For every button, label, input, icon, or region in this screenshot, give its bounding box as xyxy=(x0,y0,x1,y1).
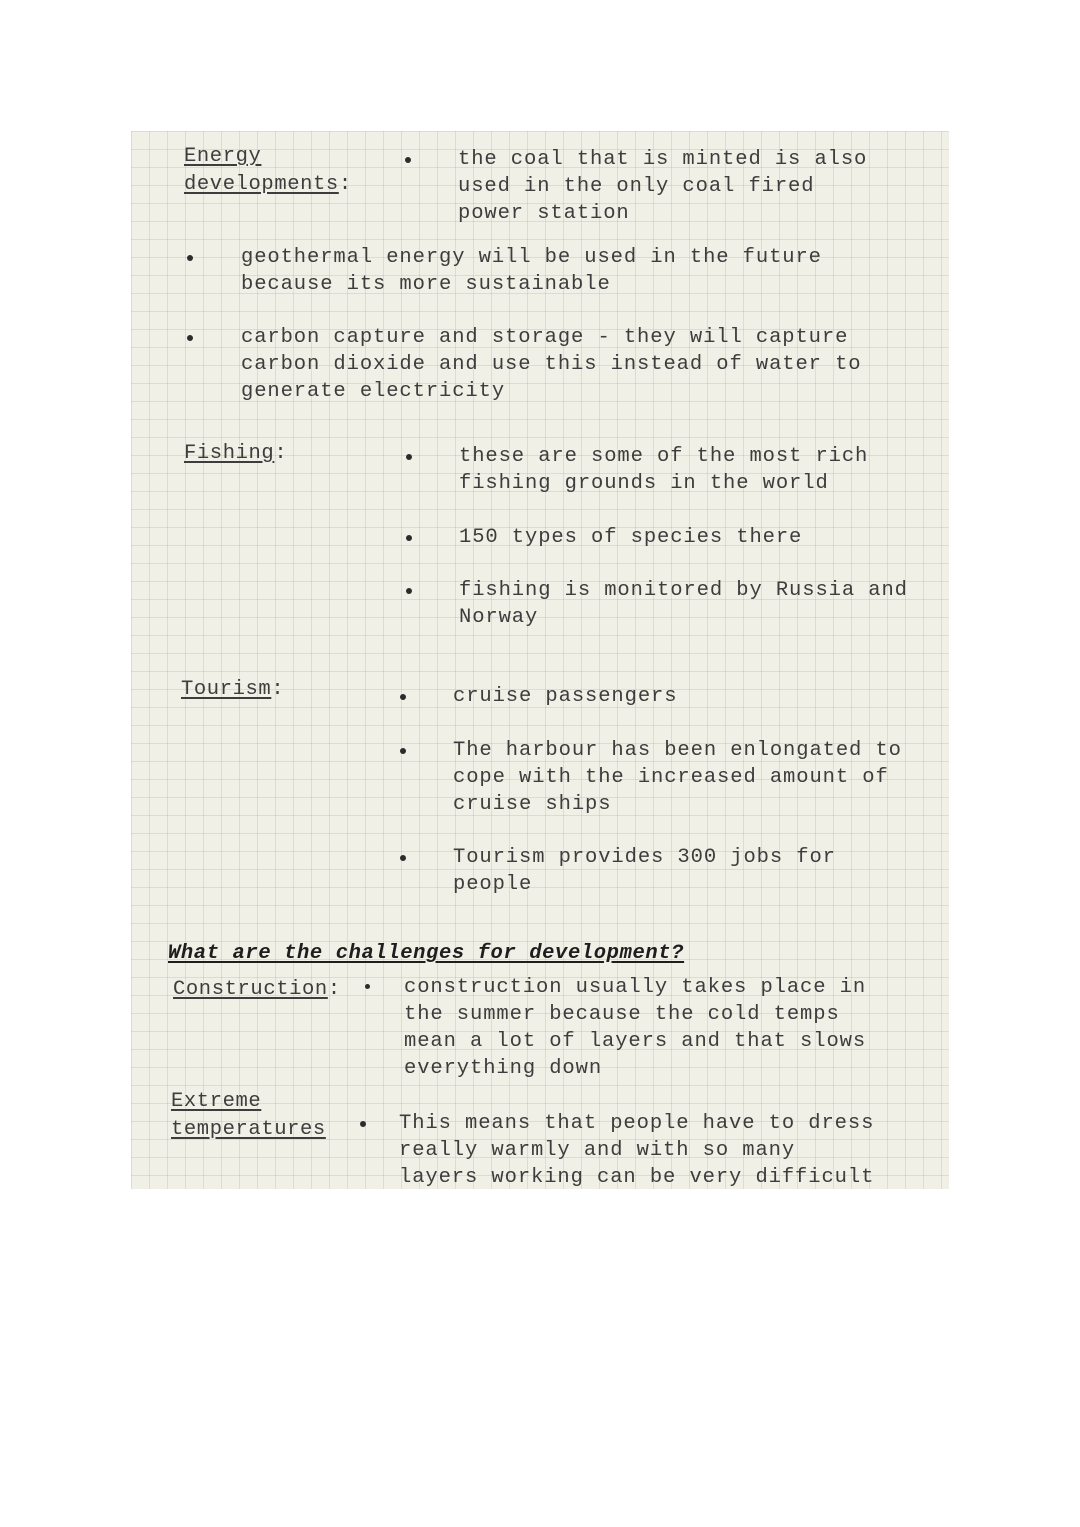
energy-label-line1: Energy xyxy=(184,145,262,168)
energy-label xyxy=(184,143,352,199)
fishing-point-2: 150 types of species there xyxy=(459,526,803,549)
fishing-label-colon: : xyxy=(274,442,288,465)
bullet xyxy=(187,255,193,261)
bullet xyxy=(400,748,406,754)
grid-paper-page xyxy=(131,131,949,1189)
fishing-point-3: fishing is monitored by Russia and Norway xyxy=(459,579,908,629)
bullet xyxy=(406,535,412,541)
construction-text: construction usually takes place in the summer because the cold temps mean a lot of layers and that slows everything down xyxy=(404,976,867,1080)
bullet xyxy=(365,984,370,989)
fishing-label xyxy=(184,440,287,468)
energy-label-line2: developments xyxy=(184,173,339,196)
extreme-text: This means that people have to dress really warmly and with so many layers working can be very difficult xyxy=(399,1112,875,1189)
energy-point-2: geothermal energy will be used in the future because its more sustainable xyxy=(241,246,822,296)
construction-label xyxy=(173,976,341,1004)
tourism-label-text: Tourism xyxy=(181,678,272,701)
fishing-label-text: Fishing xyxy=(184,442,275,465)
bullet xyxy=(405,157,411,163)
tourism-label-colon: : xyxy=(271,678,285,701)
construction-label-colon: : xyxy=(327,978,341,1001)
tourism-point-3: Tourism provides 300 jobs for people xyxy=(453,846,836,896)
bullet xyxy=(400,694,406,700)
fishing-point-1: these are some of the most rich fishing grounds in the world xyxy=(459,445,869,495)
energy-label-colon: : xyxy=(338,173,352,196)
challenges-heading: What are the challenges for development? xyxy=(168,942,685,965)
tourism-point-1: cruise passengers xyxy=(453,685,678,708)
extreme-label-line1: Extreme xyxy=(171,1090,262,1113)
construction-label-text: Construction xyxy=(173,978,328,1001)
energy-point-1: the coal that is minted is also used in the only coal fired power station xyxy=(458,148,868,225)
bullet xyxy=(400,855,406,861)
bullet xyxy=(406,454,412,460)
bullet xyxy=(360,1121,366,1127)
tourism-point-2: The harbour has been enlongated to cope with the increased amount of cruise ships xyxy=(453,739,902,816)
extreme-label-line2: temperatures xyxy=(171,1118,326,1141)
bullet xyxy=(406,588,412,594)
bullet xyxy=(187,335,193,341)
energy-point-3: carbon capture and storage - they will capture carbon dioxide and use this instead of water to generate electricity xyxy=(241,326,862,403)
extreme-label xyxy=(171,1088,326,1144)
tourism-label xyxy=(181,676,284,704)
